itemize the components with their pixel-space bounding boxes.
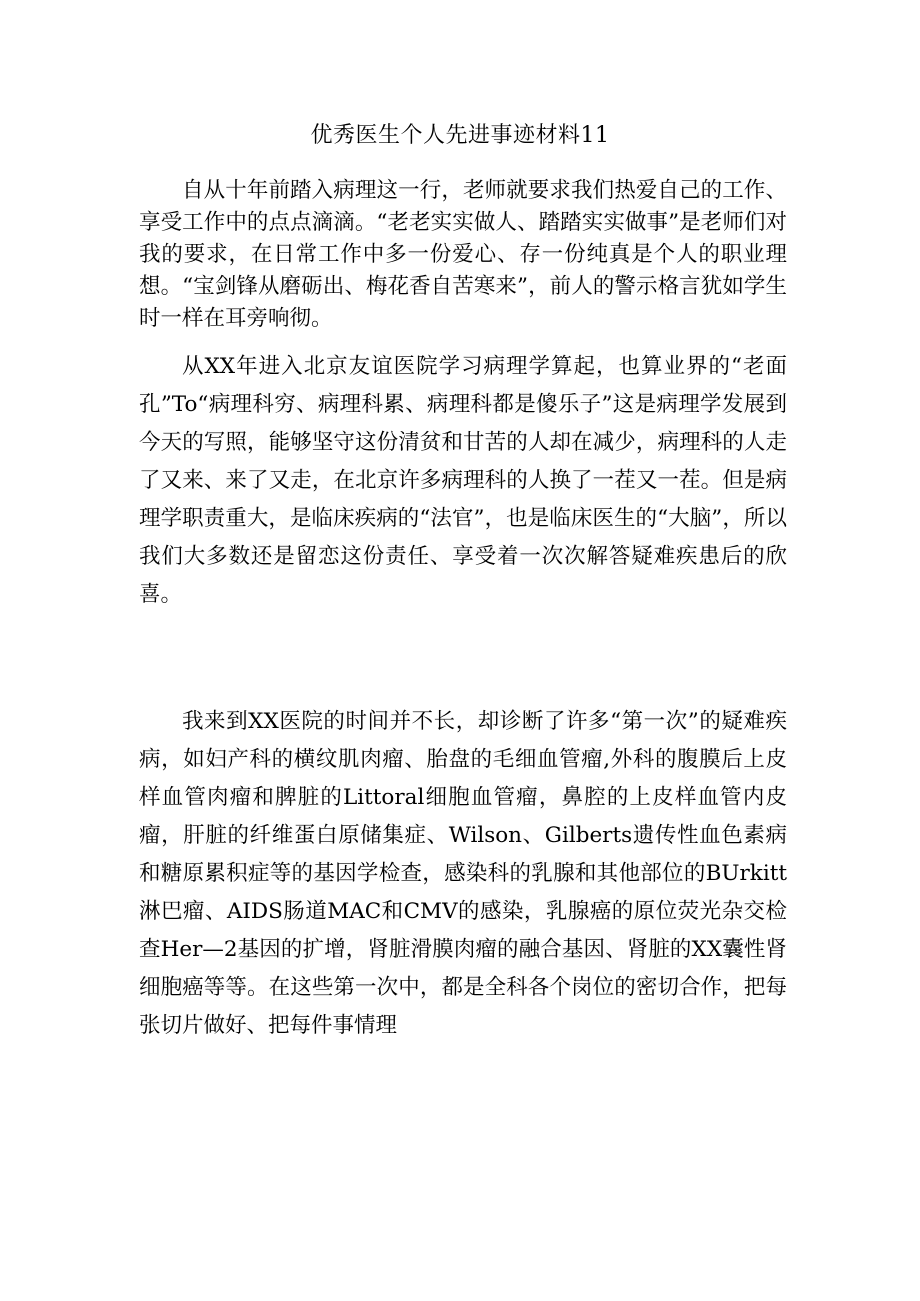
paragraph-1: 自从十年前踏入病理这一行，老师就要求我们热爱自己的工作、享受工作中的点点滴滴。“老老实实做人、踏踏实实做事”是老师们对我的要求，在日常工作中多一份爱心、存一份纯真是个人的职业理想。“宝剑锋从磨砺出、梅花香自苦寒来”，前人的警示格言犹如学生时一样在耳旁响彻。 [139,178,787,331]
paragraph-2: 从XX年进入北京友谊医院学习病理学算起，也算业界的“老面孔”To“病理科穷、病理科累、病理科都是傻乐子”这是病理学发展到今天的写照，能够坚守这份清贫和甘苦的人却在减少，病理科的人走了又来、来了又走，在北京许多病理科的人换了一茬又一茬。但是病理学职责重大，是临床疾病的“法官”，也是临床医生的“大脑”，所以我们大多数还是留恋这份责任、享受着一次次解答疑难疾患后的欣喜。 [139,354,787,607]
document-title: 优秀医生个人先进事迹材料11 [310,123,610,148]
paragraph-3: 我来到XX医院的时间并不长，却诊断了许多“第一次”的疑难疾病，如妇产科的横纹肌肉瘤、胎盘的毛细血管瘤,外科的腹膜后上皮样血管肉瘤和脾脏的Littoral细胞血管瘤，鼻腔的上皮样血管内皮瘤，肝脏的纤维蛋白原储集症、Wilson、Gilberts遗传性血色素病和糖原累积症等的基因学检查，感染科的乳腺和其他部位的BUrkitt淋巴瘤、AIDS肠道MAC和CMV的感染，乳腺癌的原位荧光杂交检查Her—2基因的扩增，肾脏滑膜肉瘤的融合基因、肾脏的XX囊性肾细胞癌等等。在这些第一次中，都是全科各个岗位的密切合作，把每张切片做好、把每件事情理 [139,709,787,1038]
